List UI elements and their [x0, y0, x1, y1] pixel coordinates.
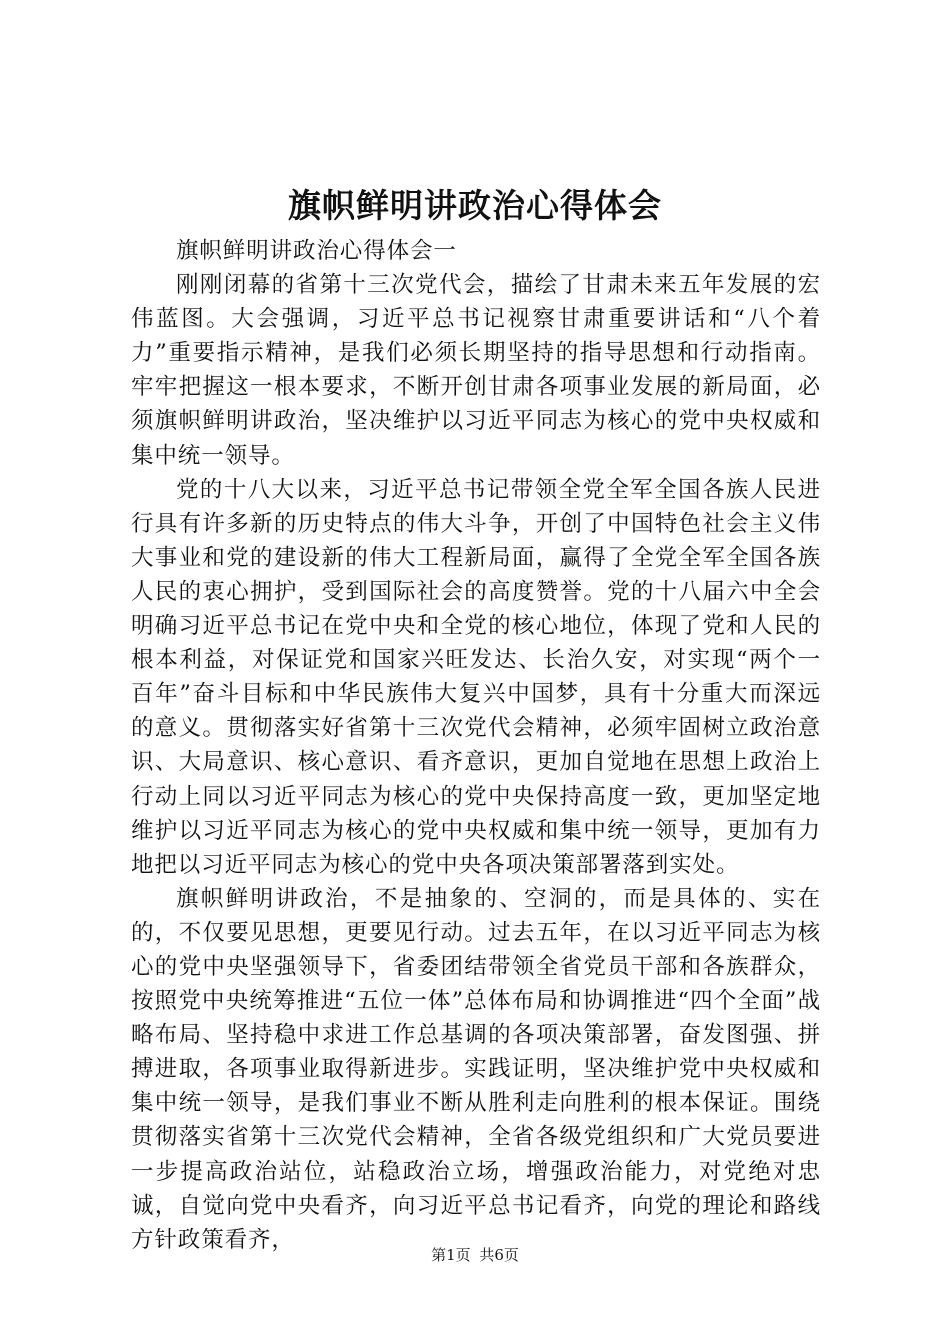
paragraph-2: 党的十八大以来，习近平总书记带领全党全军全国各族人民进行具有许多新的历史特点的伟大斗争，开创了中国特色社会主义伟大事业和党的建设新的伟大工程新局面，赢得了全党全军全国各族人民的衷心拥护，受到国际社会的高度赞誉。党的十八届六中全会明确习近平总书记在党中央和全党的核心地位，体现了党和人民的根本利益，对保证党和国家兴旺发达、长治久安，对实现“两个一百年”奋斗目标和中华民族伟大复兴中国梦，具有十分重大而深远的意义。贯彻落实好省第十三次党代会精神，必须牢固树立政治意识、大局意识、核心意识、看齐意识，更加自觉地在思想上政治上行动上同以习近平同志为核心的党中央保持高度一致，更加坚定地维护以习近平同志为核心的党中央权威和集中统一领导，更加有力地把以习近平同志为核心的党中央各项决策部署落到实处。	[131, 476, 821, 878]
page-footer	[0, 1245, 950, 1265]
page-total: 共6页	[479, 1246, 519, 1264]
paragraph-3: 旗帜鲜明讲政治，不是抽象的、空洞的，而是具体的、实在的，不仅要见思想，更要见行动。过去五年，在以习近平同志为核心的党中央坚强领导下，省委团结带领全省党员干部和各族群众，按照党中央统筹推进“五位一体”总体布局和协调推进“四个全面”战略布局、坚持稳中求进工作总基调的各项决策部署，奋发图强、拼搏进取，各项事业取得新进步。实践证明，坚决维护党中央权威和集中统一领导，是我们事业不断从胜利走向胜利的根本保证。围绕贯彻落实省第十三次党代会精神，全省各级党组织和广大党员要进一步提高政治站位，站稳政治立场，增强政治能力，对党绝对忠诚，自觉向党中央看齐，向习近平总书记看齐，向党的理论和路线方针政策看齐，	[131, 885, 821, 1253]
page-number: 第1页	[431, 1246, 471, 1264]
document-title: 旗帜鲜明讲政治心得体会	[288, 186, 662, 225]
paragraph-1: 刚刚闭幕的省第十三次党代会，描绘了甘肃未来五年发展的宏伟蓝图。大会强调，习近平总书记视察甘肃重要讲话和“八个着力”重要指示精神，是我们必须长期坚持的指导思想和行动指南。牢牢把握这一根本要求，不断开创甘肃各项事业发展的新局面，必须旗帜鲜明讲政治，坚决维护以习近平同志为核心的党中央权威和集中统一领导。	[131, 272, 821, 469]
paragraph-subtitle: 旗帜鲜明讲政治心得体会一	[176, 238, 457, 264]
document-body	[131, 234, 821, 1257]
